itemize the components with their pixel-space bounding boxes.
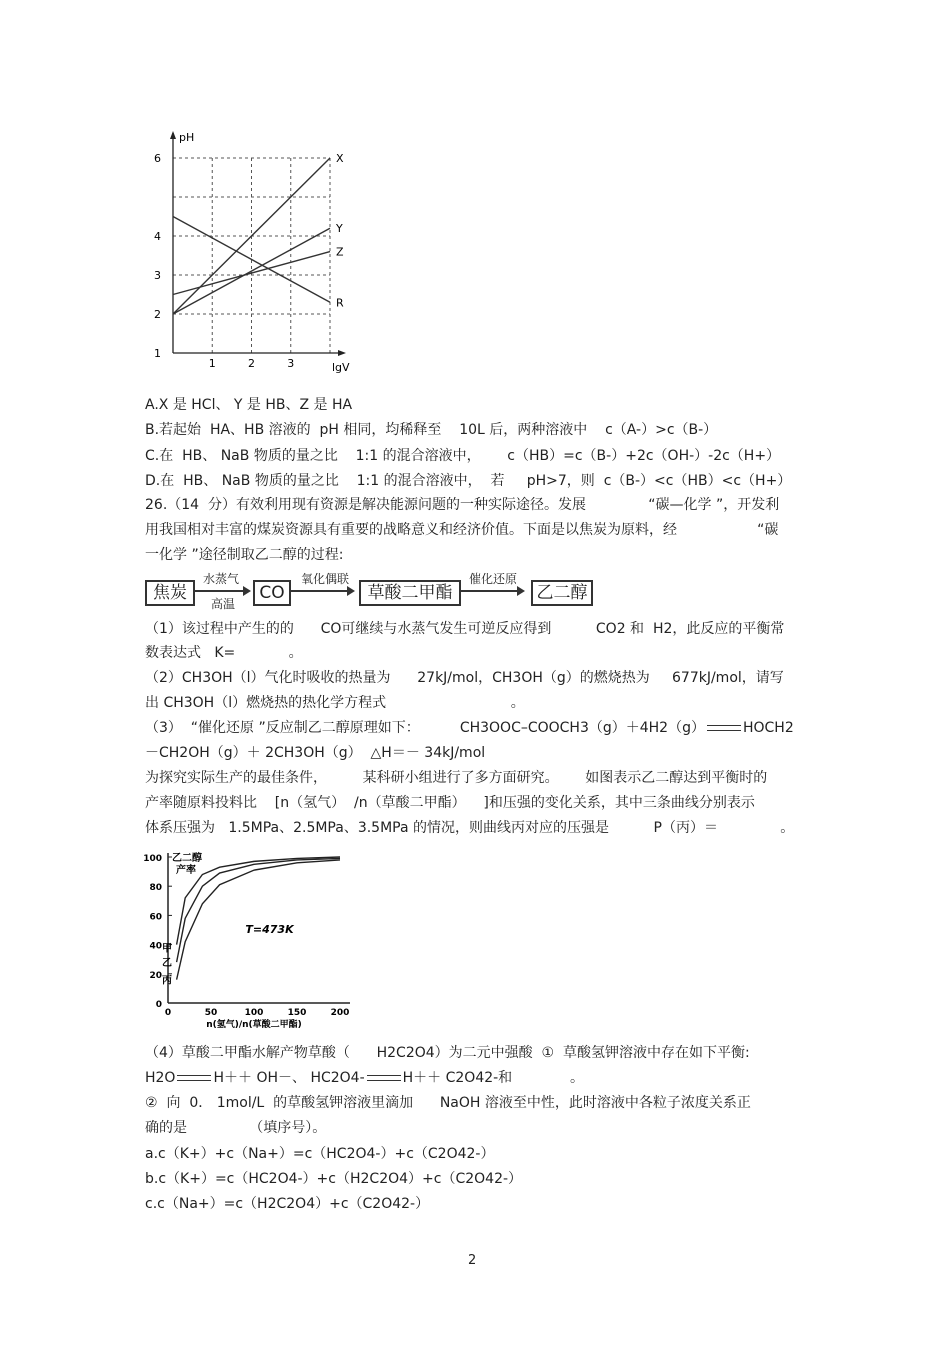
q26-part1-line1: （1）该过程中产生的的 CO可继续与水蒸气发生可逆反应得到 CO2 和 H2，此反应的平衡常	[145, 621, 785, 637]
chart1-series-label-Y: Y	[336, 222, 343, 236]
q26-intro-2: 用我国相对丰富的煤炭资源具有重要的战略意义和经济价值。下面是以焦炭为原料，经 “碳	[145, 522, 779, 538]
q26-part3-line5: 体系压强为 1.5MPa、2.5MPa、3.5MPa 的情况，则曲线丙对应的压强是 P（丙）＝ 。	[145, 820, 795, 836]
flow-arrow-2	[291, 590, 353, 592]
chart2-series-curve-丙	[177, 860, 340, 980]
chart1-grid	[173, 158, 330, 353]
q26-part3-line1	[145, 718, 794, 738]
chart2-series-label-丙: 丙	[162, 975, 172, 987]
chart1-y-arrow	[170, 131, 176, 139]
chart2-y-tick-label: 80	[149, 883, 162, 894]
chart2-y-axis-label-line1: 乙二醇	[172, 853, 202, 864]
q26-intro-3: 一化学 ”途径制取乙二醇的过程:	[145, 547, 344, 563]
chart2-series-label-乙: 乙	[162, 958, 172, 970]
q26-part4-line3: ② 向 0． 1mol/L 的草酸氢钾溶液里滴加 NaOH 溶液至中性，此时溶液中各粒子浓度关系正	[145, 1095, 751, 1111]
q26-intro-1: 26.（14 分）有效利用现有资源是解决能源问题的一种实际途径。发展 “碳—化学 ”，开发利	[145, 497, 780, 513]
chart2-x-axis-label: n(氢气)/n(草酸二甲酯)	[206, 1020, 302, 1030]
option-d: D.在 HB、 NaB 物质的量之比 1:1 的混合溶液中， 若 pH>7，则 c（B-）<c（HB）<c（H+）	[145, 473, 792, 489]
chart2-y-axis-label-line2: 产率	[176, 865, 196, 876]
chart2-y-tick-label: 40	[149, 941, 162, 952]
q26-part3-line2: －CH2OH（g）＋ 2CH3OH（g） △H＝－ 34kJ/mol	[145, 745, 486, 761]
q26-option-b: b.c（K+）=c（HC2O4-）+c（H2C2O4）+c（C2O42-）	[145, 1171, 523, 1187]
flow-label-steam: 水蒸气	[203, 572, 240, 586]
chart2-series-curve-乙	[177, 858, 340, 962]
flow-arrow-3	[461, 590, 523, 592]
flow-box-coke: 焦炭	[145, 580, 195, 606]
chart1-series-label-Z: Z	[336, 245, 344, 259]
chart1-x-tick-label: 3	[287, 357, 295, 370]
q26-part3-reaction-left: （3） “催化还原 ”反应制乙二醇原理如下： CH3OOC–COOCH3（g）＋4H2（g）	[145, 720, 705, 736]
ph-dilution-chart	[140, 125, 370, 380]
chart2-y-tick-label: 60	[149, 912, 162, 923]
chart2-x-tick-label: 0	[164, 1008, 172, 1018]
chart1-series-label-R: R	[336, 296, 344, 310]
chart2-x-tick-label: 50	[204, 1008, 218, 1018]
chart2-temperature-annotation: T=473K	[245, 922, 294, 936]
chart1-x-tick-label: 2	[248, 357, 255, 370]
chart1-axes	[170, 131, 346, 356]
chart2-y-tick-label: 0	[155, 1000, 162, 1010]
flow-box-co: CO	[253, 580, 291, 606]
chart2-x-tick-label: 100	[244, 1008, 264, 1018]
chart2-series	[177, 857, 340, 980]
chart1-series-line-R	[173, 217, 330, 303]
chart1-x-tick-label: 1	[208, 357, 216, 370]
chart1-y-tick-label: 3	[154, 269, 161, 282]
chart1-y-tick-label: 2	[154, 308, 161, 321]
process-flow-diagram	[145, 570, 605, 615]
equilibrium-water: H2O	[145, 1070, 176, 1086]
chart1-x-axis-label: lgV	[332, 361, 350, 374]
flow-label-catalytic-reduction: 催化还原	[469, 572, 518, 586]
chart2-y-tick-label: 20	[149, 970, 162, 981]
q26-part3-line3: 为探究实际生产的最佳条件， 某科研小组进行了多方面研究。 如图表示乙二醇达到平衡时的	[145, 770, 768, 786]
q26-part1-line2: 数表达式 K= 。	[145, 645, 303, 661]
chart2-series-label-甲: 甲	[162, 943, 172, 955]
q26-part4-line4: 确的是 （填序号）。	[145, 1120, 327, 1136]
flow-label-high-temp: 高温	[211, 597, 236, 611]
equilibrium-arrow-icon	[367, 1074, 401, 1082]
flow-arrow-1	[195, 590, 249, 592]
flow-box-dimethyl-oxalate: 草酸二甲酯	[359, 580, 461, 606]
q26-option-c: c.c（Na+）=c（H2C2O4）+c（C2O42-）	[145, 1196, 430, 1212]
chart1-x-arrow	[338, 350, 346, 356]
q26-part4-line1: （4）草酸二甲酯水解产物草酸（ H2C2O4）为二元中强酸 ① 草酸氢钾溶液中存在如下平衡:	[145, 1045, 750, 1061]
option-a: A.X 是 HCl、 Y 是 HB、Z 是 HA	[145, 397, 353, 413]
flow-label-oxidative-coupling: 氧化偶联	[301, 572, 350, 586]
option-c: C.在 HB、 NaB 物质的量之比 1:1 的混合溶液中， c（HB）=c（B-）+2c（OH-）-2c（H+）	[145, 448, 781, 464]
equilibrium-arrow-icon	[707, 724, 741, 732]
q26-option-a: a.c（K+）+c（Na+）=c（HC2O4-）+c（C2O42-）	[145, 1146, 495, 1162]
chart2-y-tick-label: 100	[143, 854, 162, 864]
glycol-yield-chart	[140, 845, 370, 1035]
chart2-x-tick-label: 150	[287, 1008, 307, 1018]
chart1-series-label-X: X	[336, 152, 344, 165]
chart1-y-tick-label: 1	[154, 347, 161, 360]
chart1-y-tick-label: 6	[154, 152, 161, 165]
q26-part3-line4: 产率随原料投料比 [n（氢气） /n（草酸二甲酯） ]和压强的变化关系，其中三条曲线分别表示	[145, 795, 755, 811]
option-b: B.若起始 HA、HB 溶液的 pH 相同，均稀释至 10L 后，两种溶液中 c（A-）>c（B-）	[145, 422, 718, 438]
chart1-y-axis-label: pH	[179, 131, 195, 144]
page-number: 2	[468, 1253, 477, 1268]
q26-part3-reaction-right: HOCH2	[742, 720, 794, 736]
equilibrium-water-products: H＋＋ OH－、 HC2O4-	[213, 1070, 365, 1086]
chart1-series-line-Y	[173, 228, 330, 314]
chart1-series-line-Z	[173, 252, 330, 295]
chart1-y-tick-label: 4	[154, 230, 161, 243]
q26-part2-line2: 出 CH3OH（l）燃烧热的热化学方程式 。	[145, 695, 525, 711]
q26-part4-line2	[145, 1068, 584, 1088]
equilibrium-hc2o4-products: H＋＋ C2O42-和 。	[402, 1070, 585, 1086]
flow-box-ethylene-glycol: 乙二醇	[531, 580, 593, 606]
equilibrium-arrow-icon	[177, 1074, 211, 1082]
chart2-x-tick-label: 200	[330, 1008, 350, 1018]
q26-part2-line1: （2）CH3OH（l）气化时吸收的热量为 27kJ/mol，CH3OH（g）的燃烧热为 677kJ/mol，请写	[145, 670, 784, 686]
